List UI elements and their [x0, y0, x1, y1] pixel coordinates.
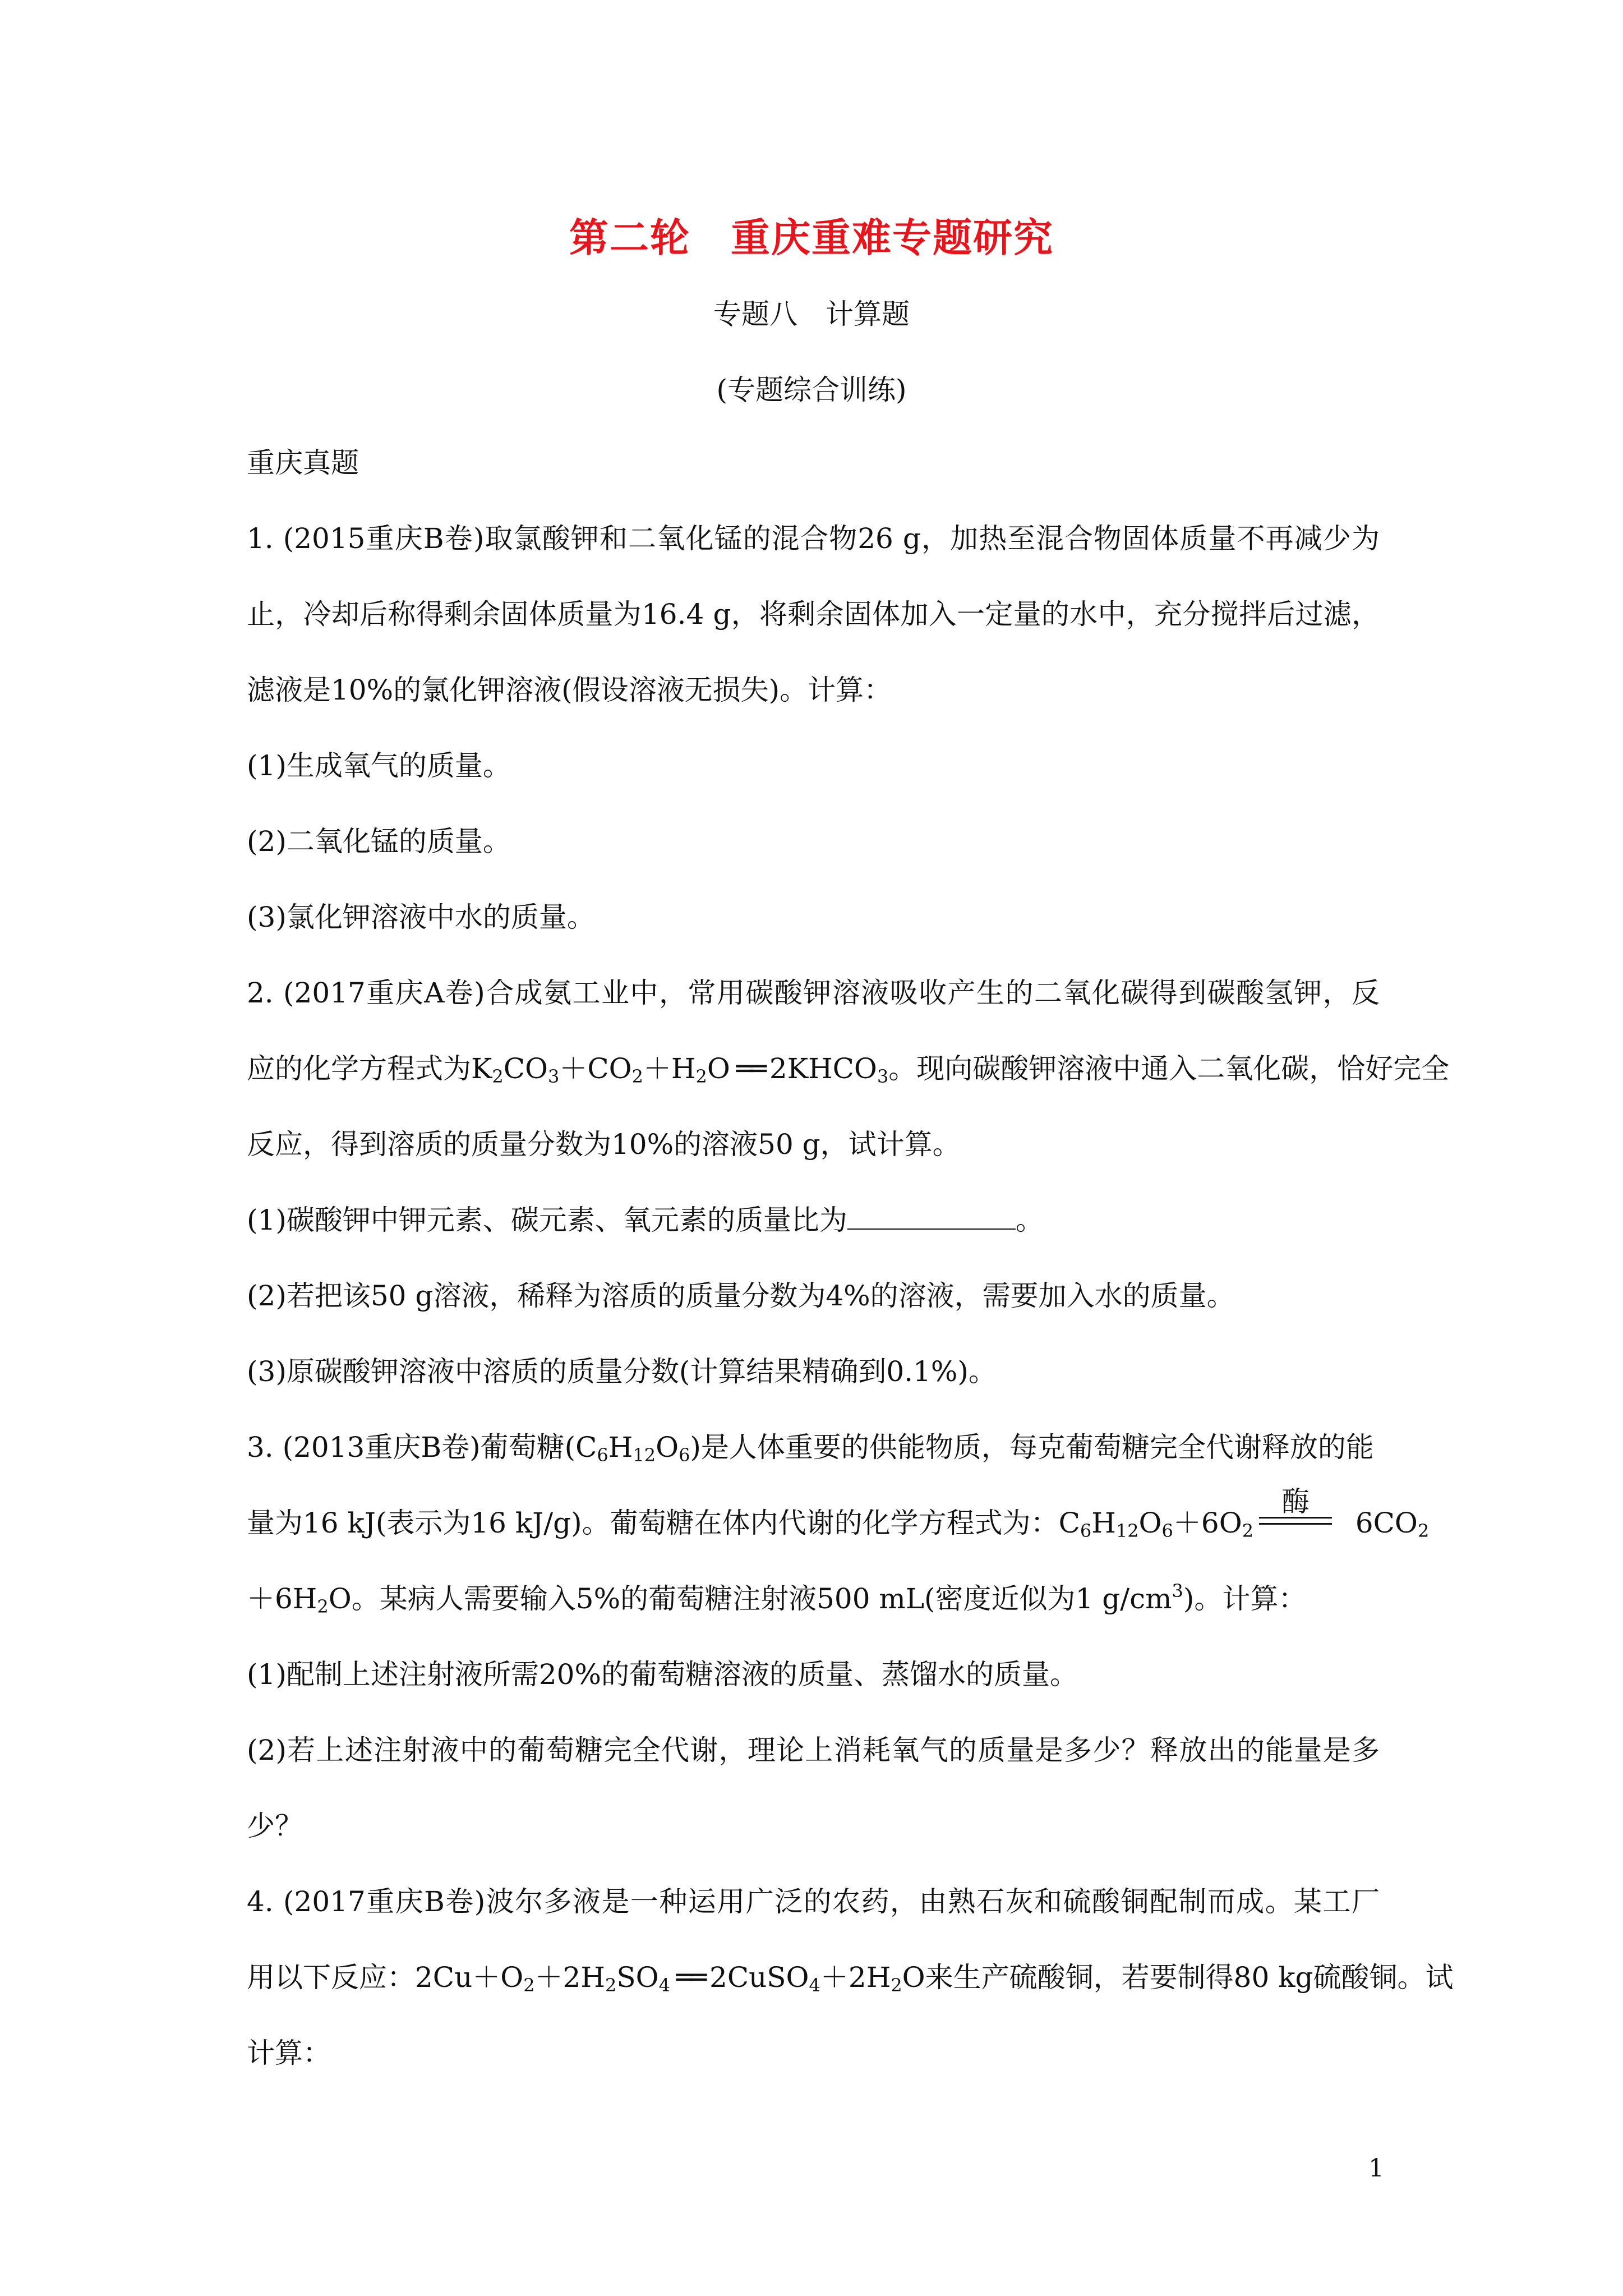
q3-sub-1: (1)配制上述注射液所需20%的葡萄糖溶液的质量、蒸馏水的质量。	[247, 1658, 1078, 1691]
q4-line-2	[247, 1958, 1454, 1997]
q1-sub-3: (3)氯化钾溶液中水的质量。	[247, 901, 595, 933]
glucose-formula: $C_6H_{12}O_6$	[575, 1431, 690, 1466]
q3-line-2-prefix: 量为16 kJ(表示为16 kJ/g)。葡萄糖在体内代谢的化学方程式为：	[247, 1507, 1059, 1539]
q1-line-3: 滤液是10%的氯化钾溶液(假设溶液无损失)。计算：	[247, 674, 892, 706]
equation-2-right: $6CO_2$	[1338, 1507, 1430, 1542]
q2-sub-3: (3)原碳酸钾溶液中溶质的质量分数(计算结果精确到0.1%)。	[247, 1355, 997, 1388]
answer-blank[interactable]	[847, 1200, 1016, 1230]
q3-line-1	[247, 1428, 1380, 1467]
q2-sub-2: (2)若把该50 g溶液，稀释为溶质的质量分数为4%的溶液，需要加入水的质量。	[247, 1280, 1235, 1312]
q3-sub-2: (2)若上述注射液中的葡萄糖完全代谢，理论上消耗氧气的质量是多少？释放出的能量是多	[247, 1734, 1380, 1766]
q2-line-1: 2. (2017重庆A卷)合成氨工业中，常用碳酸钾溶液吸收产生的二氧化碳得到碳酸氢钾，反	[247, 977, 1380, 1009]
q2-sub-1-end: 。	[1015, 1204, 1044, 1236]
q4-line-3: 计算：	[247, 2037, 331, 2069]
equation-1: $K_2CO_3+CO_2+H_2O$ ══ $2KHCO_3$	[471, 1052, 888, 1085]
page-title: 第二轮 重庆重难专题研究	[569, 214, 1054, 261]
q2-line-2-suffix: 。现向碳酸钾溶液中通入二氧化碳，恰好完全	[888, 1052, 1450, 1085]
q4-line-2-prefix: 用以下反应：	[247, 1961, 415, 1994]
q1-sub-2: (2)二氧化锰的质量。	[247, 825, 511, 858]
q3-line-3-prefix: ＋6H	[247, 1582, 317, 1615]
q2-line-3: 反应，得到溶质的质量分数为10%的溶液50 g，试计算。	[247, 1128, 961, 1161]
q2-sub-1-text: (1)碳酸钾中钾元素、碳元素、氧元素的质量比为	[247, 1204, 847, 1236]
subtitle: (专题综合训练)	[716, 374, 907, 406]
q3-line-3: $+6H_2O$。某病人需要输入5%的葡萄糖注射液500 mL(密度近似为1 $g/cm^3$)。计算：	[247, 1580, 1307, 1617]
q3-sub-2-cont: 少？	[247, 1810, 303, 1842]
q4-line-2-suffix: 来生产硫酸铜，若要制得80 kg硫酸铜。试	[925, 1961, 1454, 1994]
q3-line-3-middle: O。某病人需要输入5%的葡萄糖注射液500 mL(密度近似为1 g/cm	[328, 1582, 1172, 1615]
page-number: 1	[1368, 2154, 1384, 2183]
equals-sign: ══	[676, 1961, 704, 1994]
reaction-condition	[1259, 1485, 1332, 1533]
q1-line-1: 1. (2015重庆B卷)取氯酸钾和二氧化锰的混合物26 g，加热至混合物固体质量不再减少为	[247, 522, 1380, 555]
topic-heading: 专题八 计算题	[713, 298, 910, 330]
q1-sub-1: (1)生成氧气的质量。	[247, 749, 511, 782]
q1-line-2: 止，冷却后称得剩余固体质量为16.4 g，将剩余固体加入一定量的水中，充分搅拌后过滤，	[247, 598, 1380, 631]
q2-line-2	[247, 1049, 1450, 1088]
q2-sub-1	[247, 1200, 1380, 1240]
q2-line-2-prefix: 应的化学方程式为	[247, 1052, 471, 1085]
equals-sign: ══	[736, 1052, 764, 1085]
equation-3: $2Cu+O_2+2H_2SO_4$ ══ $2CuSO_4+2H_2O$	[415, 1961, 925, 1994]
q3-line-3-suffix: )。计算：	[1183, 1582, 1307, 1615]
q3-line-1-prefix: 3. (2013重庆B卷)葡萄糖(	[247, 1431, 576, 1464]
q4-line-1: 4. (2017重庆B卷)波尔多液是一种运用广泛的农药，由熟石灰和硫酸铜配制而成。某工厂	[247, 1885, 1380, 1918]
q3-line-2	[247, 1485, 1430, 1543]
section-heading: 重庆真题	[247, 447, 359, 479]
q3-line-1-suffix: )是人体重要的供能物质，每克葡萄糖完全代谢释放的能	[690, 1431, 1374, 1464]
equation-2-left: $C_6H_{12}O_6+6O_2$	[1058, 1507, 1254, 1542]
enzyme-label: 酶	[1281, 1485, 1310, 1518]
